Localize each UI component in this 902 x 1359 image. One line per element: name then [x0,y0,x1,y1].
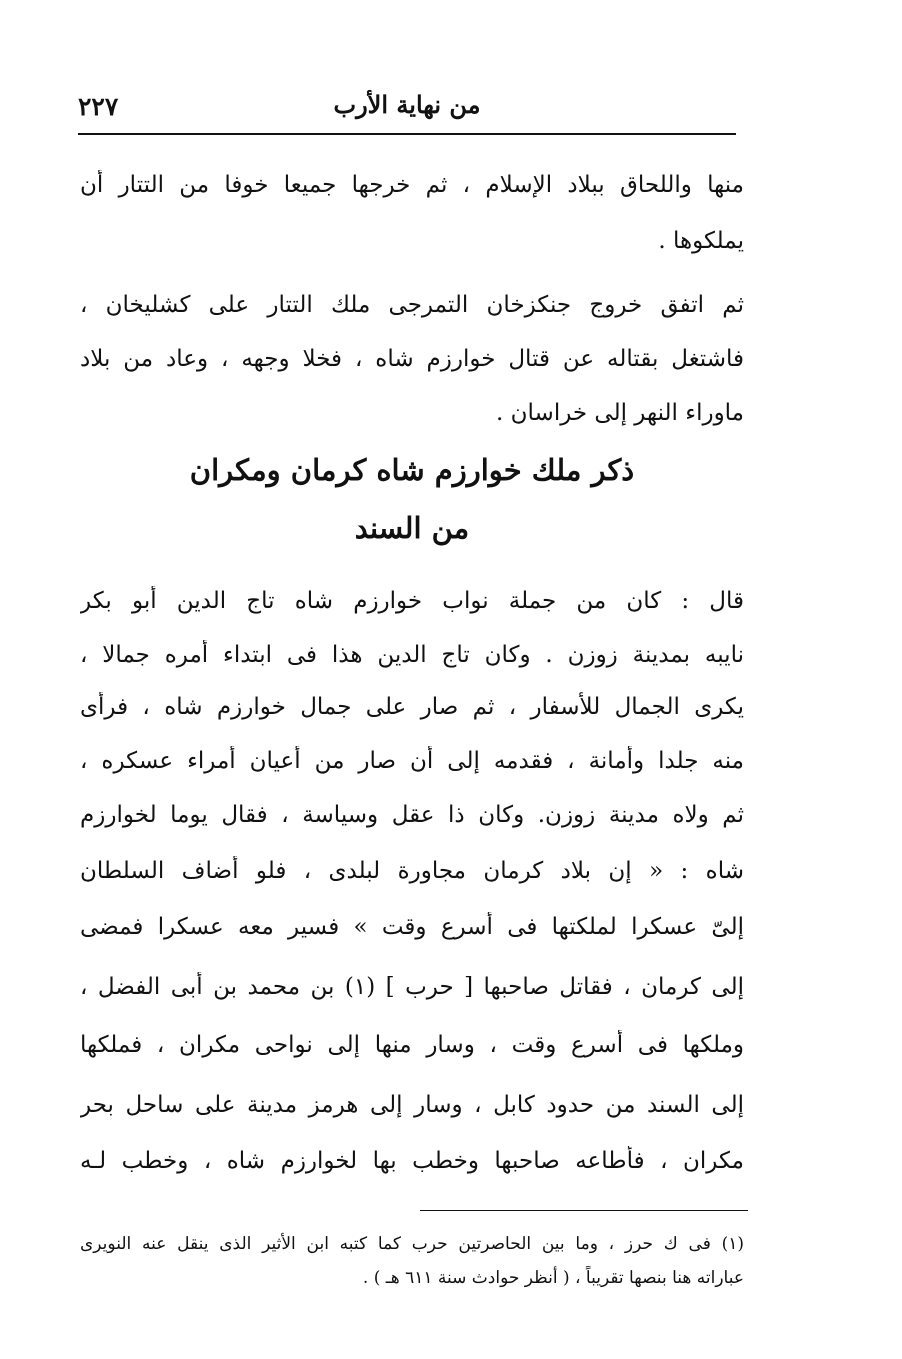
page-header [78,86,736,132]
text-line: ثم ولاه مدينة زوزن. وكان ذا عقل وسياسة ، فقال يوما لخوارزم [80,802,744,828]
text-line: منه جلدا وأمانة ، فقدمه إلى أن صار من أعيان أمراء عسكره ، [80,748,744,774]
text-line: شاه : « إن بلاد كرمان مجاورة لبلدى ، فلو أضاف السلطان [80,858,744,884]
text-line: قال : كان من جملة نواب خوارزم شاه تاج الدين أبو بكر [80,588,744,614]
text-line: يملكوها . [658,228,744,254]
text-line: مكران ، فأطاعه صاحبها وخطب بها لخوارزم شاه ، وخطب لـه [80,1148,744,1174]
header-rule [78,133,736,135]
text-line: إلىّ عسكرا لملكتها فى أسرع وقت » فسير معه عسكرا فمضى [80,914,744,940]
text-line: منها واللحاق ببلاد الإسلام ، ثم خرجها جميعا خوفا من التتار أن [80,172,744,198]
text-line: ماوراء النهر إلى خراسان . [496,400,744,426]
page-number: ٢٢٧ [78,92,119,121]
text-line: يكرى الجمال للأسفار ، ثم صار على جمال خوارزم شاه ، فرأى [80,694,744,720]
section-heading-line-2: من السند [354,511,470,545]
text-line: وملكها فى أسرع وقت ، وسار منها إلى نواحى مكران ، فملكها [80,1032,744,1058]
footnote-line: عباراته هنا بنصها تقريباً ، ( أنظر حوادث سنة ٦١١ هـ ) . [362,1268,744,1288]
text-line: إلى كرمان ، فقاتل صاحبها [ حرب ] (١) بن محمد بن أبى الفضل ، [80,974,744,1000]
running-title: من نهاية الأرب [333,90,481,119]
text-line: ثم اتفق خروج جنكزخان التمرجى ملك التتار على كشليخان ، [80,292,744,318]
section-heading-line-1: ذكر ملك خوارزم شاه كرمان ومكران [189,453,635,487]
text-line: نايبه بمدينة زوزن . وكان تاج الدين هذا فى ابتداء أمره جمالا ، [80,642,744,668]
footnote-rule [420,1210,748,1211]
text-line: فاشتغل بقتاله عن قتال خوارزم شاه ، فخلا وجهه ، وعاد من بلاد [80,346,744,372]
text-line: إلى السند من حدود كابل ، وسار إلى هرمز مدينة على ساحل بحر [80,1092,744,1118]
footnote-line: (١) فى ك حرز ، وما بين الحاصرتين حرب كما كتبه ابن الأثير الذى ينقل عنه النويرى [80,1234,744,1254]
